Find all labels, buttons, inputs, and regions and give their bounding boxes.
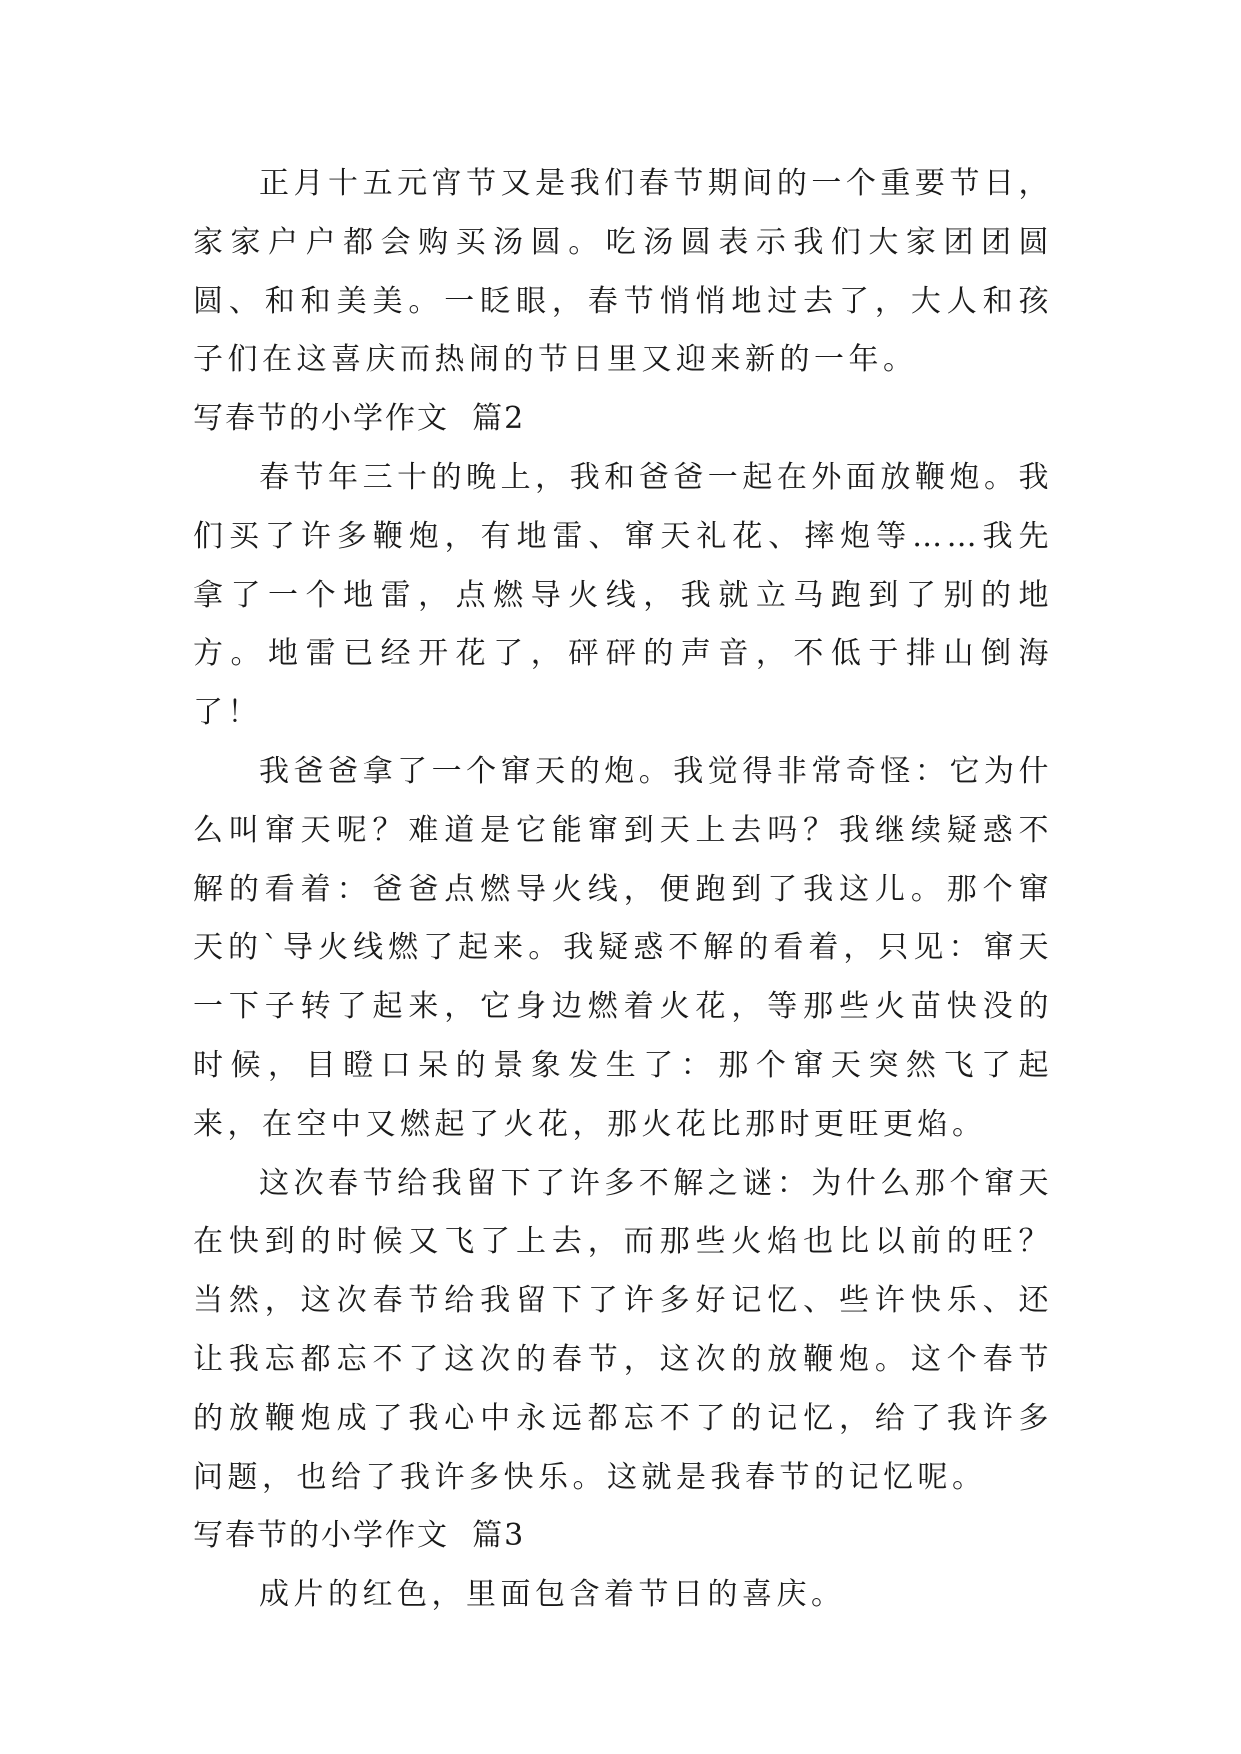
essay-heading-2: 写春节的小学作文 篇2 — [193, 401, 526, 437]
paragraph-firecrackers: 春节年三十的晚上，我和爸爸一起在外面放鞭炮。我们买了许多鞭炮，有地雷、窜天礼花、摔炮等……我先拿了一个地雷，点燃导火线，我就立马跑到了别的地方。地雷已经开花了，砰砰的声音，不低于排山倒海了！ — [193, 459, 1053, 731]
paragraph-memories: 这次春节给我留下了许多不解之谜：为什么那个窜天在快到的时候又飞了上去，而那些火焰也比以前的旺？当然，这次春节给我留下了许多好记忆、些许快乐、还让我忘都忘不了这次的春节，这次的放鞭炮。这个春节的放鞭炮成了我心中永远都忘不了的记忆，给了我许多问题，也给了我许多快乐。这就是我春节的记忆呢。 — [193, 1165, 1053, 1495]
paragraph-red-festive: 成片的红色，里面包含着节日的喜庆。 — [259, 1577, 846, 1613]
document-body — [193, 155, 1053, 1625]
paragraph-sky-rocket: 我爸爸拿了一个窜天的炮。我觉得非常奇怪：它为什么叫窜天呢？难道是它能窜到天上去吗？我继续疑惑不解的看着：爸爸点燃导火线，便跑到了我这儿。那个窜天的`导火线燃了起来。我疑惑不解的看着，只见：窜天一下子转了起来，它身边燃着火花，等那些火苗快没的时候，目瞪口呆的景象发生了：那个窜天突然飞了起来，在空中又燃起了火花，那火花比那时更旺更焰。 — [193, 753, 1053, 1142]
essay-heading-3: 写春节的小学作文 篇3 — [193, 1518, 526, 1554]
paragraph-lantern-festival: 正月十五元宵节又是我们春节期间的一个重要节日，家家户户都会购买汤圆。吃汤圆表示我们大家团团圆圆、和和美美。一眨眼，春节悄悄地过去了，大人和孩子们在这喜庆而热闹的节日里又迎来新的一年。 — [193, 166, 1053, 378]
